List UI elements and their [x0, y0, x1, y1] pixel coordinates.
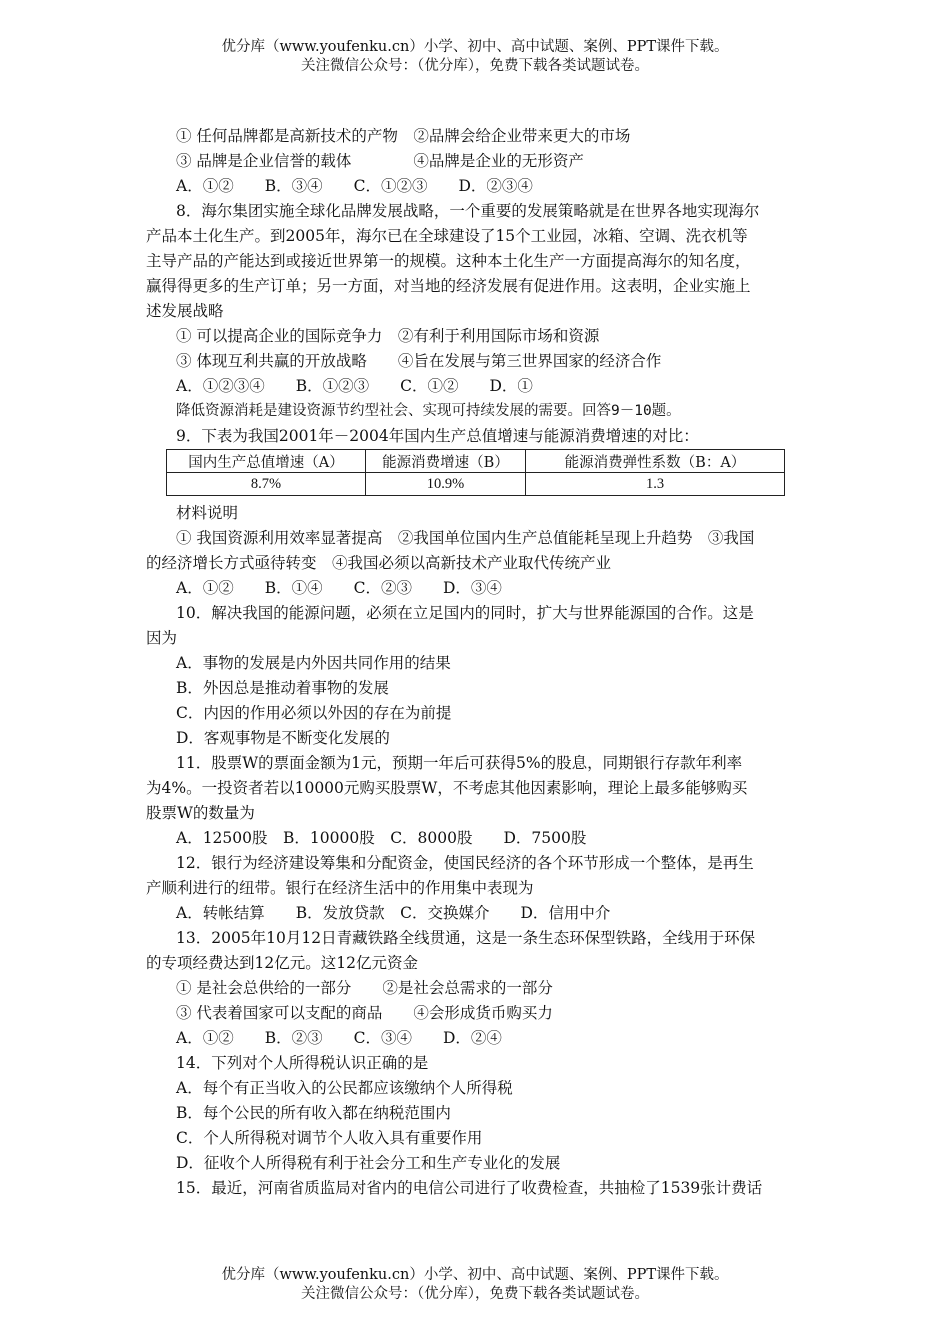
q10-option-b: B．外因总是推动着事物的发展 — [176, 679, 389, 697]
q10-option-c: C．内因的作用必须以外因的存在为前提 — [176, 704, 452, 722]
q9-answer-choices: A．①② B．①④ C．②③ D．③④ — [176, 579, 502, 597]
q9-stem: 9．下表为我国2001年－2004年国内生产总值增速与能源消费增速的对比： — [176, 427, 699, 445]
q12-stem-line-2: 产顺利进行的纽带。银行在经济生活中的作用集中表现为 — [146, 879, 534, 897]
q8-stem-line-3: 主导产品的产能达到或接近世界第一的规模。这种本土化生产一方面提高海尔的知名度， — [146, 252, 751, 270]
page-footer — [0, 1266, 950, 1304]
header-line-1: 优分库（www.youfenku.cn）小学、初中、高中试题、案例、PPT课件下载。 — [221, 39, 729, 55]
q8-stem-line-4: 赢得得更多的生产订单；另一方面，对当地的经济发展有促进作用。这表明，企业实施上 — [146, 277, 751, 295]
q10-option-a: A．事物的发展是内外因共同作用的结果 — [176, 654, 451, 672]
q11-stem-line-2: 为4%。一投资者若以10000元购买股票W，不考虑其他因素影响，理论上最多能够购买 — [146, 779, 748, 797]
table-row — [167, 473, 785, 496]
table-cell: 8.7% — [167, 473, 366, 496]
q11-answer-choices: A．12500股 B．10000股 C．8000股 D．7500股 — [176, 829, 587, 847]
table-header-cell: 国内生产总值增速（A） — [167, 450, 366, 473]
q14-option-b: B．每个公民的所有收入都在纳税范围内 — [176, 1104, 451, 1122]
q14-stem: 14．下列对个人所得税认识正确的是 — [176, 1054, 429, 1072]
table-cell: 10.9% — [366, 473, 526, 496]
q8-answer-choices: A．①②③④ B．①②③ C．①② D．① — [176, 377, 533, 395]
q9-material-label: 材料说明 — [176, 504, 239, 522]
q8-options-line-2: ③ 体现互利共赢的开放战略 ④旨在发展与第三世界国家的经济合作 — [176, 352, 662, 370]
q8-options-line-1: ① 可以提高企业的国际竞争力 ②有利于利用国际市场和资源 — [176, 327, 600, 345]
footer-line-1: 优分库（www.youfenku.cn）小学、初中、高中试题、案例、PPT课件下载。 — [221, 1267, 729, 1283]
q14-option-a: A．每个有正当收入的公民都应该缴纳个人所得税 — [176, 1079, 513, 1097]
page-header — [0, 38, 950, 76]
q8-stem-line-1: 8．海尔集团实施全球化品牌发展战略，一个重要的发展策略就是在世界各地实现海尔 — [176, 202, 760, 220]
q7-options-line-2: ③ 品牌是企业信誉的载体 ④品牌是企业的无形资产 — [176, 152, 584, 170]
q13-stem-line-2: 的专项经费达到12亿元。这12亿元资金 — [146, 954, 418, 972]
q14-option-c: C．个人所得税对调节个人收入具有重要作用 — [176, 1129, 483, 1147]
q12-stem-line-1: 12．银行为经济建设筹集和分配资金，使国民经济的各个环节形成一个整体，是再生 — [176, 854, 754, 872]
table-header-row — [167, 450, 785, 473]
table-header-cell: 能源消费弹性系数（B：A） — [526, 450, 785, 473]
q10-option-d: D．客观事物是不断变化发展的 — [176, 729, 390, 747]
q9-options-line-2: 的经济增长方式亟待转变 ④我国必须以高新技术产业取代传统产业 — [146, 554, 612, 572]
table-header-cell: 能源消费增速（B） — [366, 450, 526, 473]
q10-stem-line-1: 10．解决我国的能源问题，必须在立足国内的同时，扩大与世界能源国的合作。这是 — [176, 604, 754, 622]
q9-options-line-1: ① 我国资源利用效率显著提高 ②我国单位国内生产总值能耗呈现上升趋势 ③我国 — [176, 529, 755, 547]
section-intro: 降低资源消耗是建设资源节约型社会、实现可持续发展的需要。回答9－10题。 — [176, 403, 681, 419]
q15-stem-line-1: 15．最近，河南省质监局对省内的电信公司进行了收费检查，共抽检了1539张计费话 — [176, 1179, 763, 1197]
q13-options-line-1: ① 是社会总供给的一部分 ②是社会总需求的一部分 — [176, 979, 553, 997]
q11-stem-line-1: 11．股票W的票面金额为1元，预期一年后可获得5%的股息，同期银行存款年利率 — [176, 754, 743, 772]
table-cell: 1.3 — [526, 473, 785, 496]
footer-line-2: 关注微信公众号：（优分库），免费下载各类试题试卷。 — [301, 1286, 649, 1302]
q11-stem-line-3: 股票W的数量为 — [146, 804, 255, 822]
q7-answer-choices: A．①② B．③④ C．①②③ D．②③④ — [176, 177, 533, 195]
energy-table — [166, 449, 785, 496]
q13-stem-line-1: 13．2005年10月12日青藏铁路全线贯通，这是一条生态环保型铁路，全线用于环保 — [176, 929, 756, 947]
header-line-2: 关注微信公众号：（优分库），免费下载各类试题试卷。 — [301, 58, 649, 74]
q13-answer-choices: A．①② B．②③ C．③④ D．②④ — [176, 1029, 502, 1047]
q13-options-line-2: ③ 代表着国家可以支配的商品 ④会形成货币购买力 — [176, 1004, 553, 1022]
q14-option-d: D．征收个人所得税有利于社会分工和生产专业化的发展 — [176, 1154, 561, 1172]
q8-stem-line-2: 产品本土化生产。到2005年，海尔已在全球建设了15个工业园，冰箱、空调、洗衣机等 — [146, 227, 748, 245]
q7-options-line-1: ① 任何品牌都是高新技术的产物 ②品牌会给企业带来更大的市场 — [176, 127, 631, 145]
q10-stem-line-2: 因为 — [146, 629, 178, 647]
q12-answer-choices: A．转帐结算 B．发放贷款 C．交换媒介 D．信用中介 — [176, 904, 611, 922]
q8-stem-line-5: 述发展战略 — [146, 302, 224, 320]
